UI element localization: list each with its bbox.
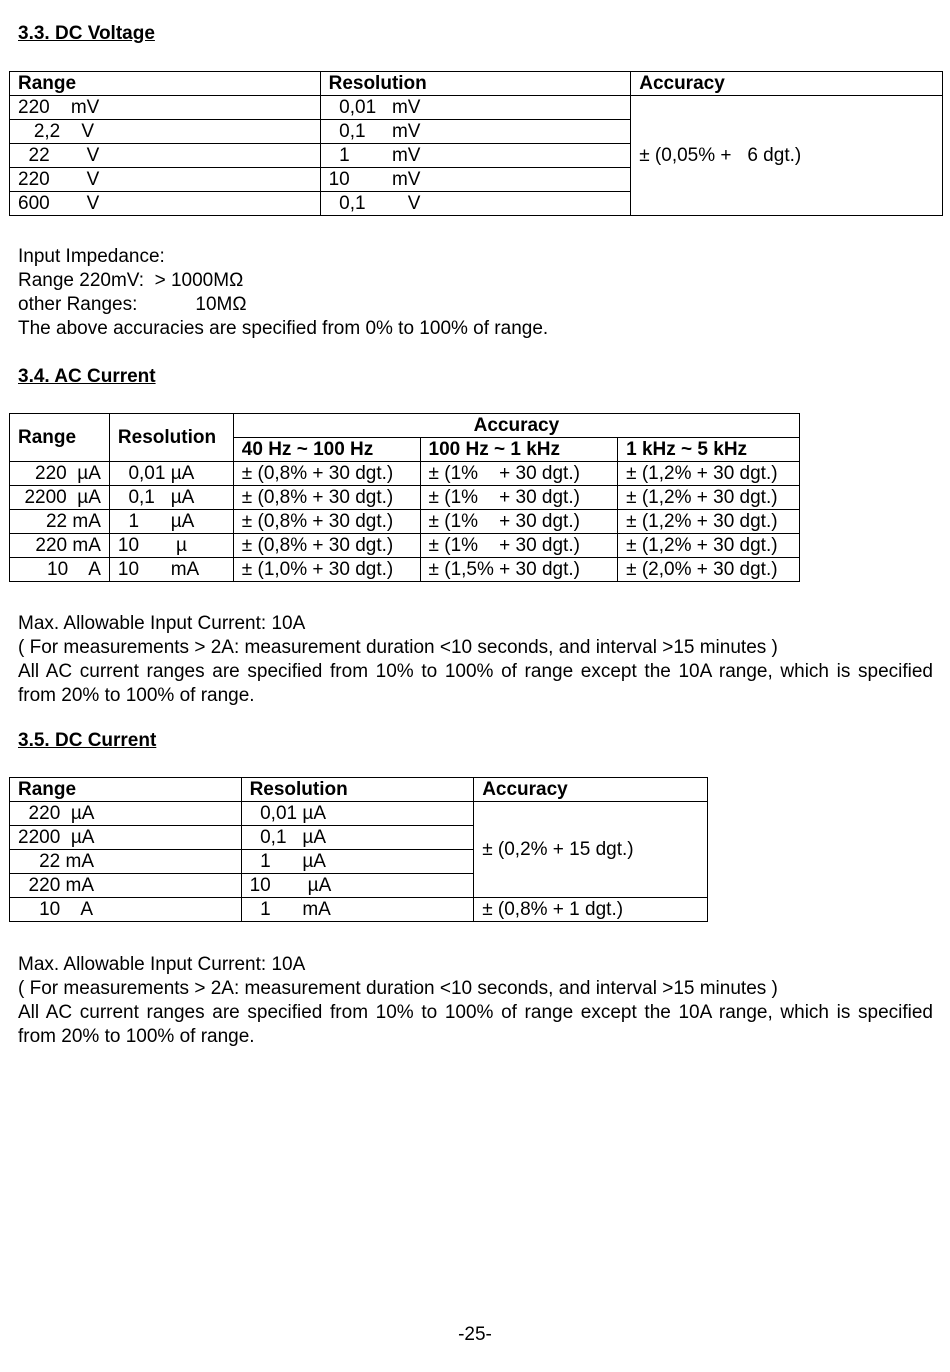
cell-range: 220 mV	[10, 96, 321, 120]
cell-range: 220 mA	[10, 874, 242, 898]
dc-voltage-table	[9, 71, 943, 216]
page-number: -25-	[458, 1324, 492, 1345]
header-freq: 40 Hz ~ 100 Hz	[233, 438, 420, 462]
cell-accuracy: ± (1% + 30 dgt.)	[420, 534, 618, 558]
cell-resolution: 0,01 µA	[241, 802, 474, 826]
note-max-current: Max. Allowable Input Current: 10A	[18, 954, 306, 975]
cell-resolution: 0,1 mV	[320, 120, 631, 144]
header-range: Range	[10, 414, 110, 462]
header-resolution: Resolution	[109, 414, 233, 462]
cell-resolution: 10 mV	[320, 168, 631, 192]
cell-resolution: 10 µ	[109, 534, 233, 558]
cell-accuracy: ± (0,8% + 1 dgt.)	[474, 898, 708, 922]
cell-accuracy: ± (0,2% + 15 dgt.)	[474, 802, 708, 898]
table-row	[10, 898, 708, 922]
ac-current-heading: 3.4. AC Current	[18, 366, 156, 387]
table-row	[10, 802, 708, 826]
table-row	[10, 534, 800, 558]
table-row	[10, 462, 800, 486]
cell-accuracy: ± (1,0% + 30 dgt.)	[233, 558, 420, 582]
cell-accuracy: ± (1,2% + 30 dgt.)	[618, 462, 800, 486]
dc-current-heading: 3.5. DC Current	[18, 730, 157, 751]
table-header-row	[10, 414, 800, 438]
cell-resolution: 0,1 µA	[241, 826, 474, 850]
cell-accuracy: ± (0,8% + 30 dgt.)	[233, 486, 420, 510]
dc-current-table	[9, 777, 708, 922]
dc-current-notes	[18, 953, 933, 1049]
table-header-row	[10, 778, 708, 802]
note-line: The above accuracies are specified from 0% to 100% of range.	[18, 318, 549, 339]
cell-accuracy: ± (1,5% + 30 dgt.)	[420, 558, 618, 582]
cell-resolution: 1 µA	[241, 850, 474, 874]
header-accuracy: Accuracy	[631, 72, 943, 96]
cell-accuracy: ± (1% + 30 dgt.)	[420, 486, 618, 510]
cell-range: 220 V	[10, 168, 321, 192]
cell-resolution: 0,01 µA	[109, 462, 233, 486]
cell-resolution: 0,1 µA	[109, 486, 233, 510]
note-line: Range 220mV: > 1000MΩ	[18, 270, 244, 291]
table-row	[10, 486, 800, 510]
cell-accuracy: ± (1,2% + 30 dgt.)	[618, 510, 800, 534]
cell-range: 220 µA	[10, 462, 110, 486]
cell-accuracy: ± (0,8% + 30 dgt.)	[233, 462, 420, 486]
cell-resolution: 1 µA	[109, 510, 233, 534]
cell-accuracy: ± (1,2% + 30 dgt.)	[618, 534, 800, 558]
table-row	[10, 558, 800, 582]
cell-resolution: 0,1 V	[320, 192, 631, 216]
cell-range: 10 A	[10, 558, 110, 582]
cell-range: 10 A	[10, 898, 242, 922]
cell-accuracy: ± (0,8% + 30 dgt.)	[233, 534, 420, 558]
cell-resolution: 1 mA	[241, 898, 474, 922]
cell-range: 2200 µA	[10, 826, 242, 850]
dc-voltage-heading: 3.3. DC Voltage	[18, 23, 155, 44]
ac-current-notes	[18, 612, 933, 708]
cell-resolution: 10 mA	[109, 558, 233, 582]
cell-range: 22 mA	[10, 850, 242, 874]
note-measurement: ( For measurements > 2A: measurement duration <10 seconds, and interval >15 minutes )	[18, 637, 778, 658]
header-range: Range	[10, 72, 321, 96]
table-row	[10, 96, 943, 120]
header-freq: 1 kHz ~ 5 kHz	[618, 438, 800, 462]
cell-range: 22 mA	[10, 510, 110, 534]
note-measurement: ( For measurements > 2A: measurement duration <10 seconds, and interval >15 minutes )	[18, 978, 778, 999]
cell-accuracy: ± (2,0% + 30 dgt.)	[618, 558, 800, 582]
header-resolution: Resolution	[241, 778, 474, 802]
header-range: Range	[10, 778, 242, 802]
dc-voltage-notes	[18, 245, 548, 341]
cell-range: 22 V	[10, 144, 321, 168]
header-accuracy: Accuracy	[233, 414, 799, 438]
cell-resolution: 1 mV	[320, 144, 631, 168]
cell-accuracy: ± (0,8% + 30 dgt.)	[233, 510, 420, 534]
cell-range: 220 µA	[10, 802, 242, 826]
header-resolution: Resolution	[320, 72, 631, 96]
cell-range: 600 V	[10, 192, 321, 216]
header-freq: 100 Hz ~ 1 kHz	[420, 438, 618, 462]
table-row	[10, 510, 800, 534]
table-header-row	[10, 72, 943, 96]
cell-accuracy: ± (1% + 30 dgt.)	[420, 462, 618, 486]
cell-resolution: 10 µA	[241, 874, 474, 898]
note-ranges: All AC current ranges are specified from 10% to 100% of range except the 10A range, which is specified from 20% to 100% of range.	[18, 1002, 933, 1047]
note-line: other Ranges: 10MΩ	[18, 294, 247, 315]
note-ranges: All AC current ranges are specified from 10% to 100% of range except the 10A range, which is specified from 20% to 100% of range.	[18, 661, 933, 706]
cell-resolution: 0,01 mV	[320, 96, 631, 120]
cell-range: 2,2 V	[10, 120, 321, 144]
cell-accuracy: ± (1% + 30 dgt.)	[420, 510, 618, 534]
note-line: Input Impedance:	[18, 246, 165, 267]
note-max-current: Max. Allowable Input Current: 10A	[18, 613, 306, 634]
cell-range: 220 mA	[10, 534, 110, 558]
ac-current-table	[9, 413, 800, 582]
cell-range: 2200 µA	[10, 486, 110, 510]
cell-accuracy: ± (0,05% + 6 dgt.)	[631, 96, 943, 216]
cell-accuracy: ± (1,2% + 30 dgt.)	[618, 486, 800, 510]
header-accuracy: Accuracy	[474, 778, 708, 802]
